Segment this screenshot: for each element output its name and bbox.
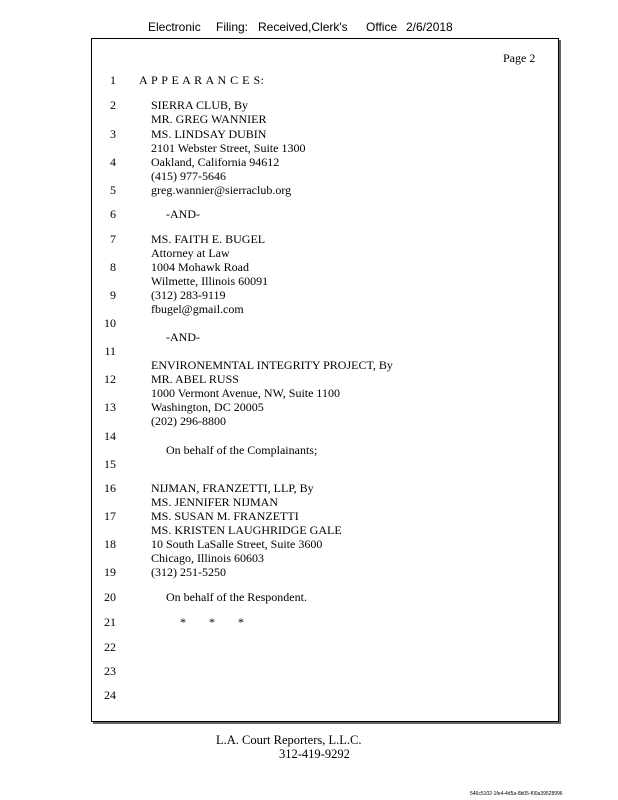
transcript-line: On behalf of the Complainants; — [166, 443, 318, 457]
line-number: 19 — [104, 565, 116, 579]
line-number: 17 — [104, 509, 116, 523]
line-number: 11 — [104, 344, 116, 358]
line-number: 8 — [110, 260, 116, 274]
transcript-line: Attorney at Law — [151, 246, 230, 260]
line-number: 21 — [104, 615, 116, 629]
email-address: fbugel@gmail.com — [151, 302, 244, 316]
transcript-line: MS. KRISTEN LAUGHRIDGE GALE — [151, 523, 342, 537]
transcript-line: Wilmette, Illinois 60091 — [151, 274, 269, 288]
line-number: 23 — [104, 664, 116, 678]
line-number: 12 — [104, 372, 116, 386]
transcript-line: 1004 Mohawk Road — [151, 260, 249, 274]
court-reporter-name: L.A. Court Reporters, L.L.C. — [216, 733, 362, 747]
transcript-line: NIJMAN, FRANZETTI, LLP, By — [151, 481, 314, 495]
transcript-line: Washington, DC 20005 — [151, 400, 264, 414]
transcript-line: MS. JENNIFER NIJMAN — [151, 495, 279, 509]
email-address: greg.wannier@sierraclub.org — [151, 183, 292, 197]
document-id: 546c5102-1fe4-4d5a-8b05-f00a39528996 — [470, 791, 563, 797]
line-number: 15 — [104, 457, 116, 471]
line-number: 24 — [104, 688, 116, 702]
line-number: 2 — [110, 98, 116, 112]
transcript-line: On behalf of the Respondent. — [166, 590, 307, 604]
transcript-line: SIERRA CLUB, By — [151, 98, 249, 112]
transcript-line: -AND- — [166, 207, 200, 221]
header-electronic: Electronic — [148, 20, 201, 34]
header-date: 2/6/2018 — [406, 20, 453, 34]
transcript-line: MR. GREG WANNIER — [151, 112, 267, 126]
transcript-line: 2101 Webster Street, Suite 1300 — [151, 141, 306, 155]
line-number: 20 — [104, 590, 116, 604]
line-number: 13 — [104, 400, 116, 414]
line-number: 16 — [104, 481, 116, 495]
line-number: 10 — [104, 316, 116, 330]
transcript-line: MS. SUSAN M. FRANZETTI — [151, 509, 299, 523]
line-number: 6 — [110, 207, 116, 221]
page-number: Page 2 — [503, 51, 536, 65]
appearances-heading: A P P E A R A N C E S: — [139, 73, 265, 87]
asterisks-separator: * * * — [180, 615, 254, 629]
transcript-line: MS. LINDSAY DUBIN — [151, 127, 267, 141]
line-number: 3 — [110, 127, 116, 141]
transcript-line: Chicago, Illinois 60603 — [151, 551, 264, 565]
transcript-line: MR. ABEL RUSS — [151, 372, 239, 386]
line-number: 5 — [110, 183, 116, 197]
transcript-line: (415) 977-5646 — [151, 169, 226, 183]
header-office: Office — [366, 20, 398, 34]
header-received: Received,Clerk's — [258, 20, 348, 34]
transcript-line: MS. FAITH E. BUGEL — [151, 232, 266, 246]
transcript-line: -AND- — [166, 330, 200, 344]
transcript-line: 10 South LaSalle Street, Suite 3600 — [151, 537, 323, 551]
transcript-line: (312) 251-5250 — [151, 565, 226, 579]
transcript-line: (312) 283-9119 — [151, 288, 226, 302]
court-reporter-phone: 312-419-9292 — [279, 747, 350, 761]
transcript-line: 1000 Vermont Avenue, NW, Suite 1100 — [151, 386, 340, 400]
transcript-line: Oakland, California 94612 — [151, 155, 280, 169]
transcript-line: ENVIRONEMNTAL INTEGRITY PROJECT, By — [151, 358, 393, 372]
line-number: 7 — [110, 232, 116, 246]
line-number: 4 — [110, 155, 116, 169]
line-number: 14 — [104, 429, 116, 443]
header-filing: Filing: — [216, 20, 249, 34]
line-number: 9 — [110, 288, 116, 302]
line-number: 1 — [110, 73, 116, 87]
line-number: 18 — [104, 537, 116, 551]
transcript-line: (202) 296-8800 — [151, 414, 226, 428]
line-number: 22 — [104, 640, 116, 654]
